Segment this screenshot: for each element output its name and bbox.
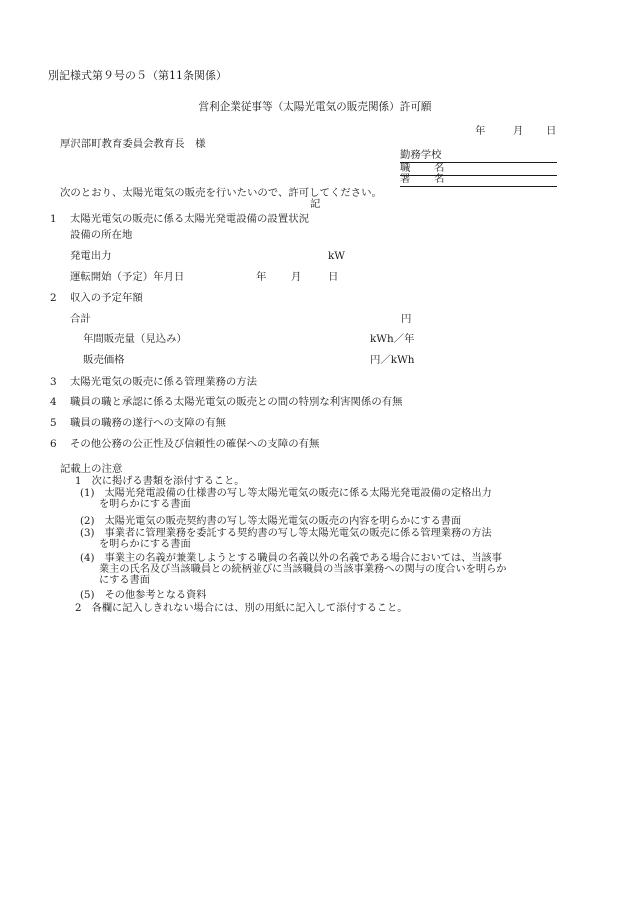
item-6-label: その他公務の公正性及び信頼性の確保への支障の有無 [70,438,320,450]
note-sub-2 [80,516,461,527]
note-sub-1 [80,488,492,510]
date-month-label: 月 [513,125,524,137]
name-label-2: 名 [434,173,445,185]
position-label-2: 名 [434,162,445,174]
item-number: 6 [50,438,57,450]
note-sub-1-line-1: (1) 太陽光発電設備の仕様書の写し等太陽光電気の販売に係る太陽光発電設備の定格出力 [80,488,492,499]
note-sub-1-line-2: を明らかにする書面 [99,499,191,510]
item-number: 2 [50,292,57,304]
note-sub-4-line-3: にする書面 [99,575,150,586]
school-field[interactable] [400,149,557,163]
note-2-text: 2 各欄に記入しきれない場合には、別の用紙に記入して添付すること。 [75,603,408,614]
start-date-label: 運転開始（予定）年月日 [70,271,185,283]
item-3-label: 太陽光電気の販売に係る管理業務の方法 [70,376,258,388]
start-year-label: 年 [256,271,267,283]
item-1-label: 太陽光電気の販売に係る太陽光発電設備の設置状況 [70,213,309,225]
note-sub-3-line-2: を明らかにする書面 [99,539,191,550]
location-label: 設備の所在地 [70,229,133,241]
item-4-label: 職員の職と承認に係る太陽光電気の販売との間の特別な利害関係の有無 [70,396,403,408]
total-label: 合計 [70,313,91,325]
name-label-1: 署 [400,173,411,185]
date-day-label: 日 [546,125,557,137]
annual-volume-label: 年間販売量（見込み） [83,333,187,345]
name-field[interactable] [400,173,557,187]
item-number: 1 [50,213,57,225]
item-number: 5 [50,417,57,429]
note-1-text: 1 次に掲げる書類を添付すること。 [75,476,245,487]
item-2-label: 収入の予定年額 [70,292,143,304]
note-sub-3 [80,528,492,550]
note-sub-3-line-1: (3) 事業者に管理業務を委託する契約書の写し等太陽光電気の販売に係る管理業務の方法 [80,528,492,539]
school-label: 勤務学校 [400,149,442,161]
price-unit: 円／kWh [370,354,415,366]
item-number: 3 [50,376,57,388]
note-sub-5-line-1: (5) その他参考となる資料 [80,590,207,601]
note-sub-5 [80,590,207,601]
output-label: 発電出力 [70,250,112,262]
item-5-label: 職員の職務の遂行への支障の有無 [70,417,226,429]
output-unit: kW [328,250,345,262]
addressee: 厚沢部町教育委員会教育長 様 [60,138,206,150]
date-year-label: 年 [475,125,486,137]
note-2 [75,603,407,614]
start-day-label: 日 [328,271,339,283]
intro-text: 次のとおり、太陽光電気の販売を行いたいので、許可してください。 [60,187,382,199]
annual-volume-unit: kWh／年 [370,333,415,345]
price-label: 販売価格 [83,354,125,366]
position-label-1: 職 [400,162,411,174]
form-label: 別記様式第９号の５（第11条関係） [48,69,227,82]
item-number: 4 [50,396,57,408]
page-title: 営利企業従事等（太陽光電気の販売関係）許可願 [198,101,432,113]
note-sub-4 [80,553,507,586]
ki-mark: 記 [310,198,321,210]
total-unit: 円 [401,313,412,325]
note-sub-2-line-1: (2) 太陽光電気の販売契約書の写し等太陽光電気の販売の内容を明らかにする書面 [80,516,462,527]
note-1 [75,476,244,487]
note-sub-4-line-1: (4) 事業主の名義が兼業しようとする職員の名義以外の名義である場合においては、当該事 [80,553,502,564]
start-month-label: 月 [291,271,302,283]
note-sub-4-line-2: 業主の氏名及び当該職員との続柄並びに当該職員の当該事業務への関与の度合いを明らか [99,564,507,575]
notes-title: 記載上の注意 [60,463,123,475]
